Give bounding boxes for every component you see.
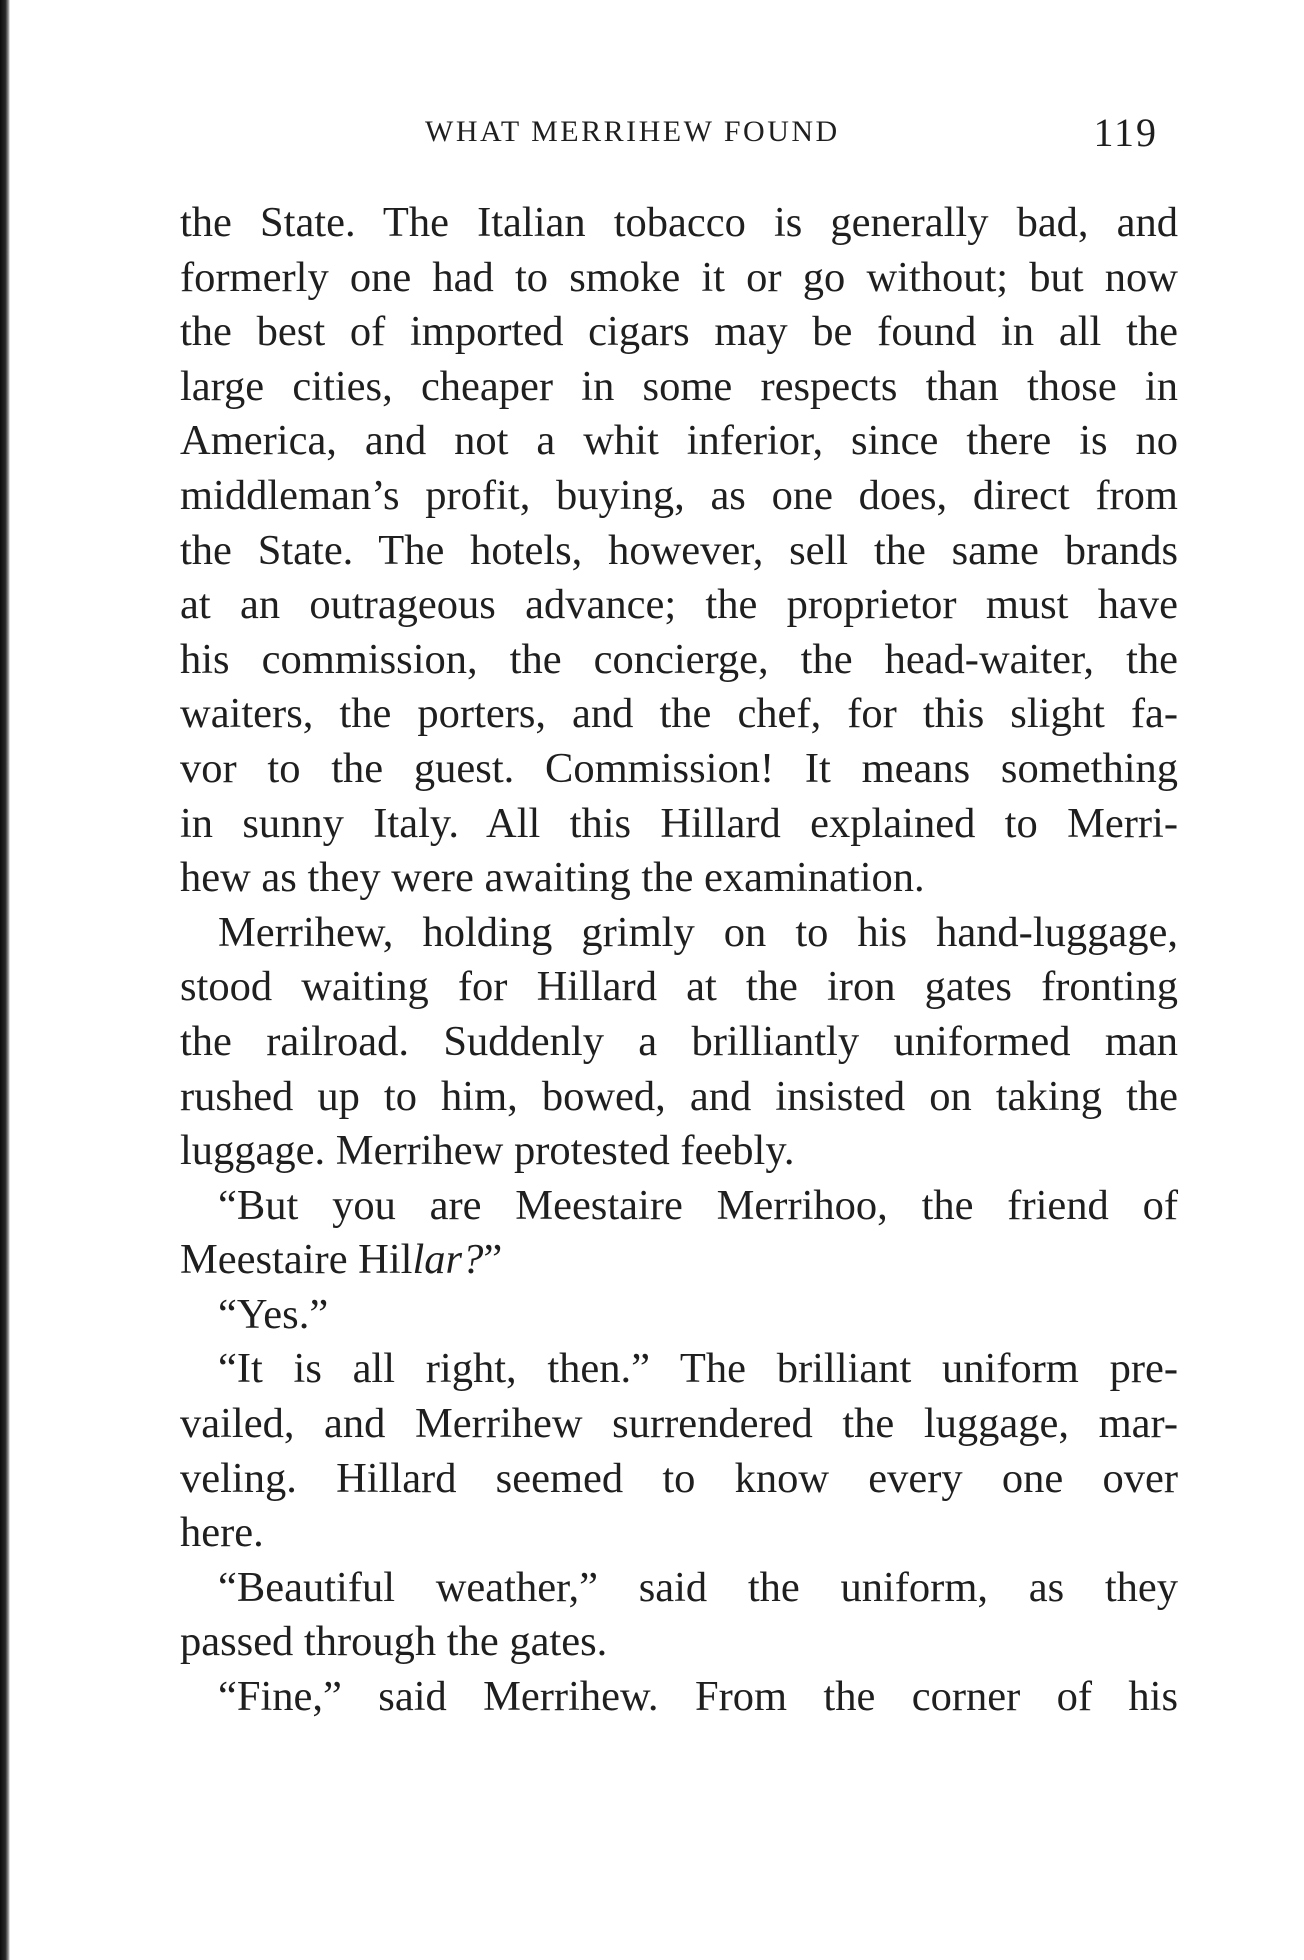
text-segment: ” (483, 1236, 503, 1284)
text-line: the State. The hotels, however, sell the same brands (180, 526, 1178, 574)
text-segment: Meestaire Hil (180, 1236, 413, 1284)
text-line: stood waiting for Hillard at the iron gates fronting (180, 963, 1178, 1011)
text-line: passed through the gates. (180, 1618, 608, 1666)
text-line: the railroad. Suddenly a brilliantly uniformed man (180, 1017, 1178, 1065)
text-line: waiters, the porters, and the chef, for this slight fa- (180, 690, 1178, 738)
text-line: “Fine,” said Merrihew. From the corner of his (218, 1673, 1178, 1721)
text-line: large cities, cheaper in some respects than those in (180, 362, 1178, 410)
running-title: WHAT MERRIHEW FOUND (425, 115, 840, 148)
text-line: vor to the guest. Commission! It means something (180, 744, 1178, 792)
body-text (180, 196, 1178, 1725)
text-line: “Beautiful weather,” said the uniform, as they (218, 1563, 1178, 1611)
text-line: middleman’s profit, buying, as one does, direct from (180, 471, 1178, 519)
text-line: “Yes.” (218, 1290, 329, 1338)
italic-segment: lar? (412, 1236, 484, 1284)
running-head (180, 110, 1170, 159)
text-line: “But you are Meestaire Merrihoo, the friend of (218, 1181, 1178, 1229)
text-line: here. (180, 1509, 264, 1557)
text-line-with-italic (180, 1233, 1178, 1288)
text-line: hew as they were awaiting the examination. (180, 854, 925, 902)
text-line: Merrihew, holding grimly on to his hand-luggage, (218, 908, 1178, 956)
text-line: the best of imported cigars may be found in all the (180, 308, 1178, 356)
text-line: “It is all right, then.” The brilliant uniform pre- (218, 1345, 1178, 1393)
page-binding-edge (0, 0, 10, 1960)
text-line: his commission, the concierge, the head-waiter, the (180, 635, 1178, 683)
text-line: rushed up to him, bowed, and insisted on taking the (180, 1072, 1178, 1120)
text-line: vailed, and Merrihew surrendered the luggage, mar- (180, 1400, 1178, 1448)
text-line: luggage. Merrihew protested feebly. (180, 1127, 795, 1175)
text-line: the State. The Italian tobacco is generally bad, and (180, 199, 1178, 246)
page-number: 119 (1093, 110, 1158, 155)
text-line: in sunny Italy. All this Hillard explained to Merri- (180, 799, 1178, 847)
text-line: America, and not a whit inferior, since there is no (180, 417, 1178, 465)
text-line: at an outrageous advance; the proprietor must have (180, 581, 1178, 629)
text-line: veling. Hillard seemed to know every one over (180, 1454, 1178, 1502)
text-line: formerly one had to smoke it or go without; but now (180, 253, 1178, 301)
